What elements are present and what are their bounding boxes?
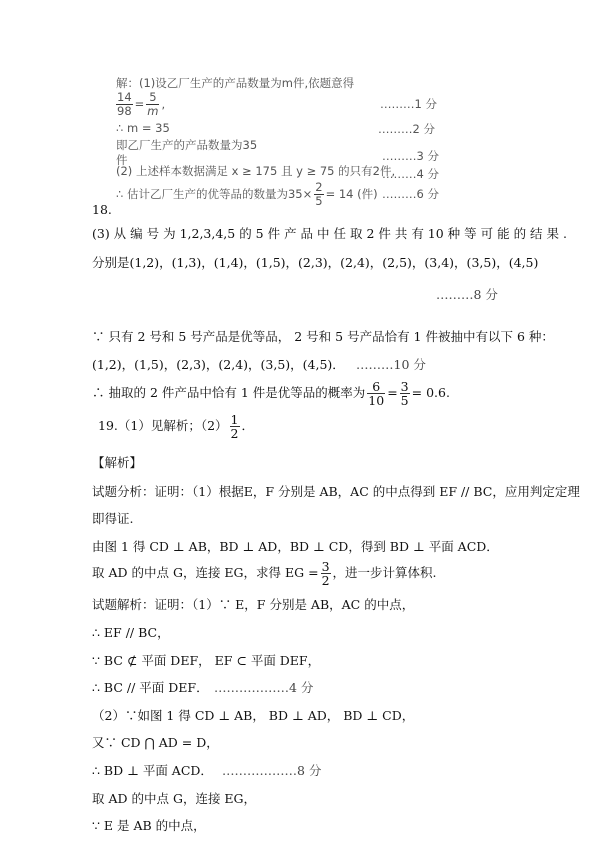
fraction-1-2: $\frac{1}{2}$: [230, 412, 239, 441]
q18-para4: (1,2)，(1,5)，(2,3)，(2,4)，(3,5)，(4,5)．: [92, 357, 345, 372]
sol17-line7: ∴ 估计乙厂生产的优等品的数量为35× $\frac{2}{5}$ = 14 (件): [116, 180, 378, 208]
q19-proof-2: ∴ EF // BC，: [92, 625, 170, 640]
fraction-5-m: $\frac{5}{m}$: [147, 90, 159, 118]
q19-proof-3: ∵ BC ⊄ 平面 DEF， EF ⊂ 平面 DEF，: [92, 653, 321, 668]
fraction-6-10: $\frac{6}{10}$: [368, 379, 385, 408]
sol17-line3: ∴ m = 35: [116, 121, 170, 135]
fraction-2-5: $\frac{2}{5}$: [315, 180, 323, 208]
sol17-line1: 解：(1)设乙厂生产的产品数量为m件,依题意得: [116, 76, 355, 90]
q19-score-4: ………………4 分: [214, 680, 314, 695]
q19-proof-4: ∴ BC // 平面 DEF．: [92, 680, 209, 695]
sol17-score-4: ………4 分: [382, 167, 439, 181]
q18-para1: (3) 从 编 号 为 1,2,3,4,5 的 5 件 产 品 中 任 取 2 件 共 有 10 种 等 可 能 的 结 果 .: [92, 226, 567, 241]
sol17-line5: 件: [116, 153, 128, 167]
q19-analysis-2: 即得证.: [92, 511, 134, 526]
q19-proof-5: （2）∵如图 1 得 CD ⊥ AB， BD ⊥ AD， BD ⊥ CD，: [92, 708, 415, 723]
q18-number: 18.: [92, 202, 112, 217]
q19-analysis-tag: 【解析】: [92, 455, 143, 470]
q19-analysis-3: 由图 1 得 CD ⊥ AB，BD ⊥ AD，BD ⊥ CD，得到 BD ⊥ 平面 ACD．: [92, 539, 499, 554]
fraction-3-5: $\frac{3}{5}$: [400, 379, 409, 408]
q18-para3: ∵ 只有 2 号和 5 号产品是优等品， 2 号和 5 号产品恰有 1 件被抽中有以下 6 种：: [92, 329, 554, 344]
sol17-score-6: ………6 分: [382, 187, 439, 201]
q18-para5: ∴ 抽取的 2 件产品中恰有 1 件是优等品的概率为 $\frac{6}{10}$ = $\frac{3}{5}$ = 0.6.: [92, 379, 450, 408]
sol17-score-2: ………2 分: [378, 122, 435, 136]
q19-score-8: ………………8 分: [222, 763, 322, 778]
fraction-14-98: $\frac{14}{98}$: [117, 90, 132, 118]
q18-para2: 分别是(1,2)，(1,3)，(1,4)，(1,5)，(2,3)，(2,4)，(2,5)，(3,4)，(3,5)，(4,5): [92, 255, 539, 270]
sol17-line6: (2) 上述样本数据满足 x ≥ 175 且 y ≥ 75 的只有2件,: [116, 164, 396, 178]
q19-proof-1: 试题解析：证明：（1）∵ E，F 分别是 AB，AC 的中点，: [92, 597, 415, 612]
q18-score-8: ………8 分: [436, 287, 498, 302]
q18-score-10: ………10 分: [356, 357, 426, 372]
q19-analysis-4: 取 AD 的中点 G，连接 EG，求得 EG = $\frac{3}{2}$ ，进一步计算体积.: [92, 559, 437, 588]
sol17-score-3: ………3 分: [382, 149, 439, 163]
q19-proof-9: ∵ E 是 AB 的中点，: [92, 818, 206, 833]
fraction-3-2: $\frac{3}{2}$: [321, 559, 330, 588]
sol17-score-1: ………1 分: [380, 97, 437, 111]
sol17-line4: 即乙厂生产的产品数量为35: [116, 138, 258, 152]
sol17-line2: $\frac{14}{98}$ = $\frac{5}{m}$ ,: [117, 90, 166, 118]
q19-analysis-1: 试题分析：证明：（1）根据E，F 分别是 AB，AC 的中点得到 EF // BC，应用判定定理: [92, 484, 580, 499]
q19-heading: 19.（1）见解析；（2） $\frac{1}{2}$ ．: [98, 412, 255, 441]
q19-proof-6: 又∵ CD ⋂ AD = D，: [92, 735, 219, 750]
q19-proof-8: 取 AD 的中点 G，连接 EG，: [92, 791, 257, 806]
q19-proof-7: ∴ BD ⊥ 平面 ACD．: [92, 763, 213, 778]
